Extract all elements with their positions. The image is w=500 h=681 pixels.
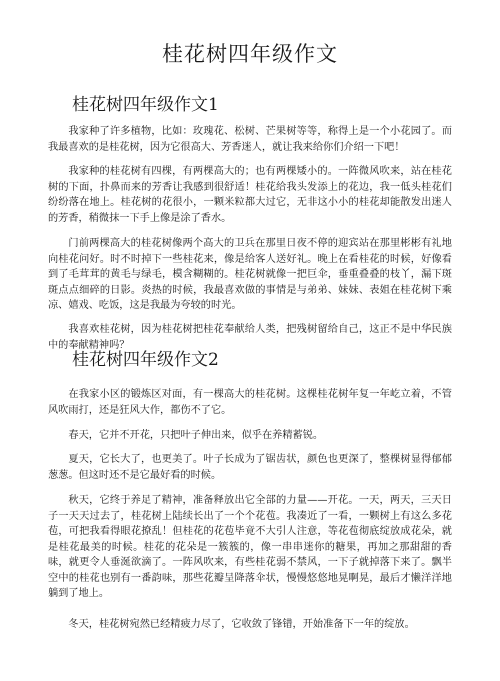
section-heading-1: 桂花树四年级作文1 <box>72 95 219 115</box>
section-heading-2: 桂花树四年级作文2 <box>72 350 219 370</box>
paragraph: 夏天，它长大了，也更美了。叶子长成为了锯齿状，颜色也更深了，整棵树显得郁郁葱葱。但这时还不是它最好看的时候。 <box>48 454 452 481</box>
paragraph: 门前两棵高大的桂花树像两个高大的卫兵在那里日夜不停的迎宾站在那里彬彬有礼地向桂花问好。时不时掉下一些桂花来，像是给客人送好礼。晚上在看桂花的时候，好像看到了毛茸茸的黄毛与绿毛，模含糊糊的。桂花树就像一把巨伞，垂重叠叠的枝丫，漏下斑斑点点细碎的日影。炎热的时候，我最喜欢做的事情是与弟弟、妹妹、表姐在桂花树下乘凉、嬉戏、吃饭，这是我最为夸较的时光。 <box>48 238 452 311</box>
paragraph: 我家种的桂花树有四棵，有两棵高大的；也有两棵矮小的。一阵微风吹来，站在桂花树的下面，扑鼻而来的芳香让我感到很舒适！桂花给我头发添上的花边，我一低头桂花们纷纷落在地上。桂花树的花很小，一颗米粒都大过它，无非这小小的桂花却能散发出迷人的芳香，稍微抹一下手上像是涂了香水。 <box>48 166 452 224</box>
paragraph: 春天，它并不开花，只把叶子伸出来，似乎在养精蓄锐。 <box>68 430 324 441</box>
page-title: 桂花树四年级作文 <box>162 42 338 66</box>
paragraph: 秋天，它终于养足了精神，准备释放出它全部的力量——开花。一天，两天，三天日子一天天过去了，桂花树上陆续长出了一个个花苞。我凑近了一看，一颗树上有这么多花苞，可把我看得眼花撩乱！但桂花的花苞毕竟不大引人注意，等花苞彻底绽放成花朵，就是桂花最美的时候。桂花的花朵是一簇簇的，像一串串迷你的糖果，再加之那甜甜的香味，就更令人垂涎欲滴了。一阵风吹来，有些桂花弱不禁风，一下子就掉落下来了。飘半空中的桂花也别有一番韵味，那些花瓣呈降落伞状，慢慢悠悠地晃啊晃，最后才懒洋洋地躺到了地上。 <box>48 495 452 599</box>
paragraph: 我喜欢桂花树，因为桂花树把桂花奉献给人类，把残树留给自己，这正不是中华民族中的奉献精神吗？ <box>48 324 452 351</box>
paragraph: 我家种了许多植物，比如：玫瑰花、松树、芒果树等等，称得上是一个小花园了。而我最喜欢的是桂花树，因为它很高大、芳香迷人，就让我来给你们介绍一下吧！ <box>48 126 452 153</box>
paragraph: 在我家小区的锻炼区对面，有一棵高大的桂花树。这棵桂花树年复一年屹立着，不管风吹雨打，还是狂风大作，都伤不了它。 <box>48 389 452 416</box>
paragraph: 冬天，桂花树宛然已经精疲力尽了，它收敛了锋错，开始准备下一年的绽放。 <box>68 619 415 630</box>
